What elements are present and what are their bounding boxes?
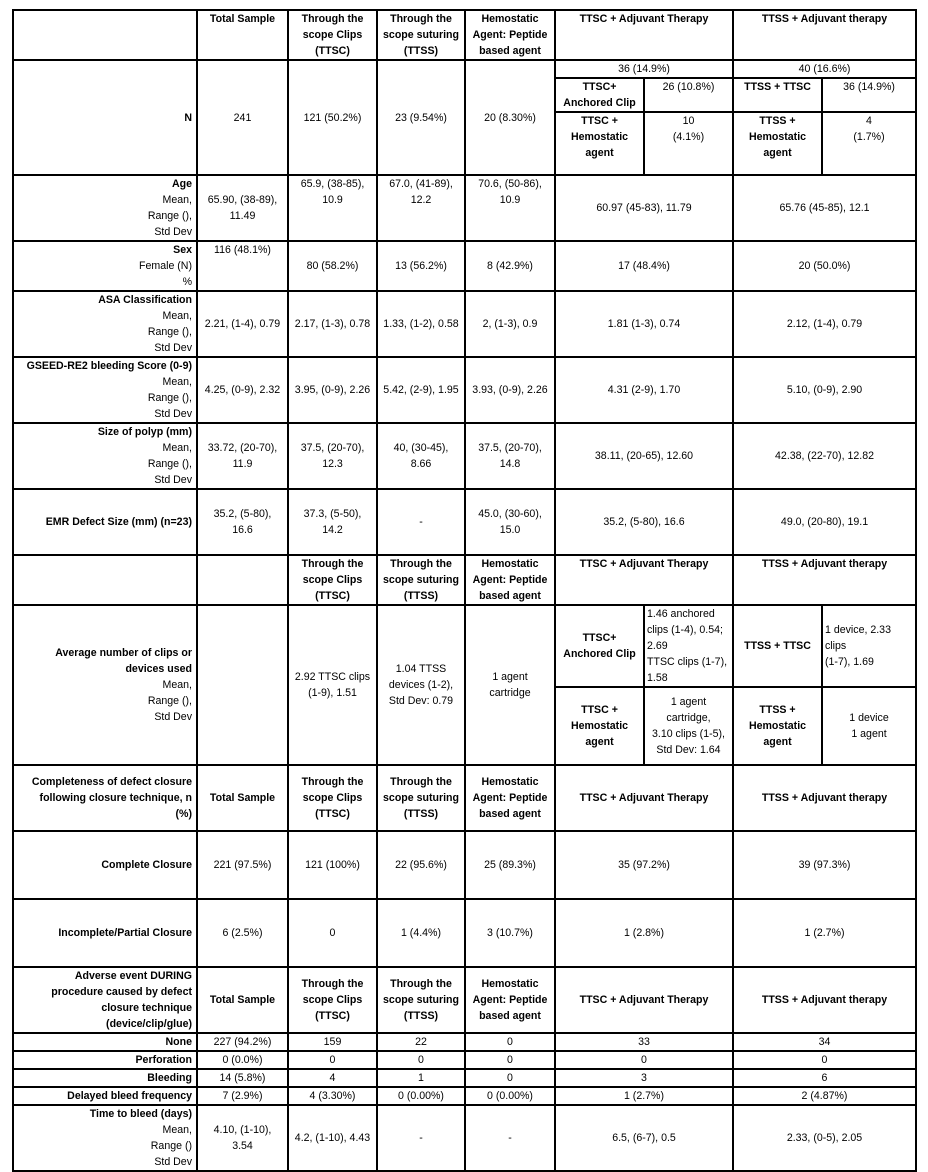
asa-total: 2.21, (1-4), 0.79 [197, 291, 288, 357]
polyp-ttss-adjuvant: 42.38, (22-70), 12.82 [733, 423, 916, 489]
emr-hemostatic: 45.0, (30-60), 15.0 [465, 489, 555, 555]
devices-ttsc-hemostatic-label: TTSC + Hemostatic agent [555, 687, 644, 765]
adverse-perforation-row [13, 1051, 916, 1069]
complete-closure-ttss-adjuvant: 39 (97.3%) [733, 831, 916, 899]
n-ttsc: 121 (50.2%) [288, 60, 377, 175]
polyp-row [13, 423, 916, 489]
asa-ttss-adjuvant: 2.12, (1-4), 0.79 [733, 291, 916, 357]
adverse-header-ttsc-adjuvant: TTSC + Adjuvant Therapy [555, 967, 733, 1033]
age-ttss-adjuvant: 65.76 (45-85), 12.1 [733, 175, 916, 241]
adverse-none-ttss-adjuvant: 34 [733, 1033, 916, 1051]
header-2-ttsc: Through the scope Clips (TTSC) [288, 555, 377, 605]
header-hemostatic: Hemostatic Agent: Peptide based agent [465, 10, 555, 60]
asa-title: ASA Classification [98, 294, 192, 306]
closure-header-total: Total Sample [197, 765, 288, 831]
adverse-header-ttsc: Through the scope Clips (TTSC) [288, 967, 377, 1033]
devices-ttsc: 2.92 TTSC clips (1-9), 1.51 [288, 605, 377, 765]
incomplete-closure-ttss: 1 (4.4%) [377, 899, 465, 967]
header-total: Total Sample [197, 10, 288, 60]
devices-ttss-hemostatic-label: TTSS + Hemostatic agent [733, 687, 822, 765]
n-ttsc-adjuvant-total: 36 (14.9%) [555, 60, 733, 78]
age-ttsc-adjuvant: 60.97 (45-83), 11.79 [555, 175, 733, 241]
adverse-bleeding-ttss-adjuvant: 6 [733, 1069, 916, 1087]
polyp-hemostatic: 37.5, (20-70), 14.8 [465, 423, 555, 489]
adverse-delayed-ttsc-adjuvant: 1 (2.7%) [555, 1087, 733, 1105]
devices-sub: Mean, Range (), Std Dev [147, 679, 192, 723]
devices-ttsc-hemostatic-value: 1 agent cartridge, 3.10 clips (1-5), Std Dev: 1.64 [644, 687, 733, 765]
polyp-total: 33.72, (20-70), 11.9 [197, 423, 288, 489]
header-2-hemostatic: Hemostatic Agent: Peptide based agent [465, 555, 555, 605]
n-ttss-ttsc-value: 36 (14.9%) [822, 78, 916, 112]
incomplete-closure-ttsc-adjuvant: 1 (2.8%) [555, 899, 733, 967]
devices-label [13, 605, 197, 765]
emr-ttss-adjuvant: 49.0, (20-80), 19.1 [733, 489, 916, 555]
gseed-ttsc-adjuvant: 4.31 (2-9), 1.70 [555, 357, 733, 423]
header-row-2 [13, 555, 916, 605]
adverse-perforation-ttss: 0 [377, 1051, 465, 1069]
closure-header-ttsc: Through the scope Clips (TTSC) [288, 765, 377, 831]
adverse-perforation-ttss-adjuvant: 0 [733, 1051, 916, 1069]
header-ttss: Through the scope suturing (TTSS) [377, 10, 465, 60]
adverse-title: Adverse event DURING procedure caused by defect closure technique (device/clip/glue) [13, 967, 197, 1033]
adverse-delayed-label: Delayed bleed frequency [13, 1087, 197, 1105]
adverse-header-row [13, 967, 916, 1033]
gseed-total: 4.25, (0-9), 2.32 [197, 357, 288, 423]
emr-ttsc: 37.3, (5-50), 14.2 [288, 489, 377, 555]
asa-sub: Mean, Range (), Std Dev [147, 310, 192, 354]
devices-title: Average number of clips or devices used [55, 647, 192, 675]
devices-total-empty [197, 605, 288, 765]
header-2-ttss: Through the scope suturing (TTSS) [377, 555, 465, 605]
sex-ttsc: 80 (58.2%) [288, 241, 377, 291]
time-to-bleed-sub: Mean, Range () Std Dev [150, 1124, 192, 1168]
closure-header-hemostatic: Hemostatic Agent: Peptide based agent [465, 765, 555, 831]
time-to-bleed-ttss: - [377, 1105, 465, 1171]
header-ttsc-adjuvant: TTSC + Adjuvant Therapy [555, 10, 733, 60]
asa-ttss: 1.33, (1-2), 0.58 [377, 291, 465, 357]
incomplete-closure-total: 6 (2.5%) [197, 899, 288, 967]
adverse-bleeding-ttsc-adjuvant: 3 [555, 1069, 733, 1087]
age-title: Age [171, 178, 192, 190]
asa-ttsc: 2.17, (1-3), 0.78 [288, 291, 377, 357]
adverse-header-hemostatic: Hemostatic Agent: Peptide based agent [465, 967, 555, 1033]
n-ttss-ttsc-label: TTSS + TTSC [733, 78, 822, 112]
gseed-title: GSEED-RE2 bleeding Score (0-9) [26, 360, 192, 372]
sex-sub: Female (N) % [139, 260, 192, 288]
complete-closure-row [13, 831, 916, 899]
n-row-totals [13, 60, 916, 78]
age-label [13, 175, 197, 241]
adverse-bleeding-row [13, 1069, 916, 1087]
polyp-label [13, 423, 197, 489]
results-table [12, 9, 917, 1172]
adverse-none-ttss: 22 [377, 1033, 465, 1051]
sex-ttss-adjuvant: 20 (50.0%) [733, 241, 916, 291]
sex-title: Sex [173, 244, 192, 256]
sex-hemostatic: 8 (42.9%) [465, 241, 555, 291]
header-row [13, 10, 916, 60]
devices-ttsc-anchored-value: 1.46 anchored clips (1-4), 0.54; 2.69 TTSC clips (1-7), 1.58 [644, 605, 733, 687]
age-total: 65.90, (38-89), 11.49 [197, 175, 288, 241]
devices-ttss-ttsc-value: 1 device, 2.33 clips (1-7), 1.69 [822, 605, 916, 687]
emr-row [13, 489, 916, 555]
n-ttss-hemostatic-label: TTSS + Hemostatic agent [733, 112, 822, 175]
age-hemostatic: 70.6, (50-86), 10.9 [465, 175, 555, 241]
n-ttss-adjuvant-total: 40 (16.6%) [733, 60, 916, 78]
emr-ttsc-adjuvant: 35.2, (5-80), 16.6 [555, 489, 733, 555]
devices-ttss: 1.04 TTSS devices (1-2), Std Dev: 0.79 [377, 605, 465, 765]
adverse-none-label: None [13, 1033, 197, 1051]
complete-closure-ttss: 22 (95.6%) [377, 831, 465, 899]
n-ttsc-anchored-label: TTSC+ Anchored Clip [555, 78, 644, 112]
adverse-none-total: 227 (94.2%) [197, 1033, 288, 1051]
adverse-perforation-label: Perforation [13, 1051, 197, 1069]
emr-total: 35.2, (5-80), 16.6 [197, 489, 288, 555]
adverse-perforation-hemostatic: 0 [465, 1051, 555, 1069]
adverse-none-hemostatic: 0 [465, 1033, 555, 1051]
incomplete-closure-row [13, 899, 916, 967]
gseed-ttsc: 3.95, (0-9), 2.26 [288, 357, 377, 423]
header-2-ttsc-adjuvant: TTSC + Adjuvant Therapy [555, 555, 733, 605]
adverse-header-total: Total Sample [197, 967, 288, 1033]
n-hemostatic: 20 (8.30%) [465, 60, 555, 175]
age-ttsc: 65.9, (38-85), 10.9 [288, 175, 377, 241]
adverse-delayed-row [13, 1087, 916, 1105]
age-sub: Mean, Range (), Std Dev [147, 194, 192, 238]
n-label: N [13, 60, 197, 175]
incomplete-closure-ttsc: 0 [288, 899, 377, 967]
polyp-ttsc-adjuvant: 38.11, (20-65), 12.60 [555, 423, 733, 489]
complete-closure-hemostatic: 25 (89.3%) [465, 831, 555, 899]
adverse-perforation-total: 0 (0.0%) [197, 1051, 288, 1069]
time-to-bleed-total: 4.10, (1-10), 3.54 [197, 1105, 288, 1171]
n-ttsc-hemostatic-label: TTSC + Hemostatic agent [555, 112, 644, 175]
header-ttss-adjuvant: TTSS + Adjuvant therapy [733, 10, 916, 60]
devices-ttss-ttsc-label: TTSS + TTSC [733, 605, 822, 687]
adverse-bleeding-total: 14 (5.8%) [197, 1069, 288, 1087]
closure-header-ttss: Through the scope suturing (TTSS) [377, 765, 465, 831]
asa-label [13, 291, 197, 357]
asa-ttsc-adjuvant: 1.81 (1-3), 0.74 [555, 291, 733, 357]
adverse-none-row [13, 1033, 916, 1051]
time-to-bleed-title: Time to bleed (days) [89, 1108, 192, 1120]
time-to-bleed-ttsc-adjuvant: 6.5, (6-7), 0.5 [555, 1105, 733, 1171]
devices-ttss-hemostatic-value: 1 device 1 agent [822, 687, 916, 765]
sex-ttsc-adjuvant: 17 (48.4%) [555, 241, 733, 291]
adverse-delayed-ttss-adjuvant: 2 (4.87%) [733, 1087, 916, 1105]
age-ttss: 67.0, (41-89), 12.2 [377, 175, 465, 241]
gseed-hemostatic: 3.93, (0-9), 2.26 [465, 357, 555, 423]
adverse-bleeding-ttss: 1 [377, 1069, 465, 1087]
header-2-ttss-adjuvant: TTSS + Adjuvant therapy [733, 555, 916, 605]
time-to-bleed-row [13, 1105, 916, 1171]
n-ttsc-hemostatic-value: 10 (4.1%) [644, 112, 733, 175]
sex-total: 116 (48.1%) [197, 241, 288, 291]
n-ttss-hemostatic-value: 4 (1.7%) [822, 112, 916, 175]
closure-header-row [13, 765, 916, 831]
complete-closure-label: Complete Closure [13, 831, 197, 899]
age-row [13, 175, 916, 241]
incomplete-closure-hemostatic: 3 (10.7%) [465, 899, 555, 967]
gseed-row [13, 357, 916, 423]
complete-closure-ttsc: 121 (100%) [288, 831, 377, 899]
incomplete-closure-ttss-adjuvant: 1 (2.7%) [733, 899, 916, 967]
time-to-bleed-ttss-adjuvant: 2.33, (0-5), 2.05 [733, 1105, 916, 1171]
complete-closure-total: 221 (97.5%) [197, 831, 288, 899]
time-to-bleed-hemostatic: - [465, 1105, 555, 1171]
header-2-total-empty [197, 555, 288, 605]
incomplete-closure-label: Incomplete/Partial Closure [13, 899, 197, 967]
devices-row-1 [13, 605, 916, 687]
polyp-ttsc: 37.5, (20-70), 12.3 [288, 423, 377, 489]
polyp-sub: Mean, Range (), Std Dev [147, 442, 192, 486]
n-ttsc-anchored-value: 26 (10.8%) [644, 78, 733, 112]
header-corner [13, 10, 197, 60]
time-to-bleed-ttsc: 4.2, (1-10), 4.43 [288, 1105, 377, 1171]
adverse-bleeding-ttsc: 4 [288, 1069, 377, 1087]
header-2-corner [13, 555, 197, 605]
adverse-bleeding-hemostatic: 0 [465, 1069, 555, 1087]
closure-header-ttsc-adjuvant: TTSC + Adjuvant Therapy [555, 765, 733, 831]
n-total: 241 [197, 60, 288, 175]
adverse-delayed-ttss: 0 (0.00%) [377, 1087, 465, 1105]
gseed-sub: Mean, Range (), Std Dev [147, 376, 192, 420]
adverse-header-ttss: Through the scope suturing (TTSS) [377, 967, 465, 1033]
asa-row [13, 291, 916, 357]
complete-closure-ttsc-adjuvant: 35 (97.2%) [555, 831, 733, 899]
gseed-label [13, 357, 197, 423]
time-to-bleed-label [13, 1105, 197, 1171]
emr-label: EMR Defect Size (mm) (n=23) [13, 489, 197, 555]
devices-hemostatic: 1 agent cartridge [465, 605, 555, 765]
closure-title: Completeness of defect closure following closure technique, n (%) [13, 765, 197, 831]
gseed-ttss: 5.42, (2-9), 1.95 [377, 357, 465, 423]
emr-ttss: - [377, 489, 465, 555]
adverse-delayed-ttsc: 4 (3.30%) [288, 1087, 377, 1105]
adverse-perforation-ttsc-adjuvant: 0 [555, 1051, 733, 1069]
polyp-ttss: 40, (30-45), 8.66 [377, 423, 465, 489]
gseed-ttss-adjuvant: 5.10, (0-9), 2.90 [733, 357, 916, 423]
devices-ttsc-anchored-label: TTSC+ Anchored Clip [555, 605, 644, 687]
adverse-delayed-total: 7 (2.9%) [197, 1087, 288, 1105]
sex-ttss: 13 (56.2%) [377, 241, 465, 291]
header-ttsc: Through the scope Clips (TTSC) [288, 10, 377, 60]
asa-hemostatic: 2, (1-3), 0.9 [465, 291, 555, 357]
adverse-perforation-ttsc: 0 [288, 1051, 377, 1069]
polyp-title: Size of polyp (mm) [97, 426, 192, 438]
n-ttss: 23 (9.54%) [377, 60, 465, 175]
closure-header-ttss-adjuvant: TTSS + Adjuvant therapy [733, 765, 916, 831]
adverse-header-ttss-adjuvant: TTSS + Adjuvant therapy [733, 967, 916, 1033]
adverse-none-ttsc-adjuvant: 33 [555, 1033, 733, 1051]
sex-row [13, 241, 916, 291]
adverse-none-ttsc: 159 [288, 1033, 377, 1051]
adverse-bleeding-label: Bleeding [13, 1069, 197, 1087]
adverse-delayed-hemostatic: 0 (0.00%) [465, 1087, 555, 1105]
sex-label [13, 241, 197, 291]
